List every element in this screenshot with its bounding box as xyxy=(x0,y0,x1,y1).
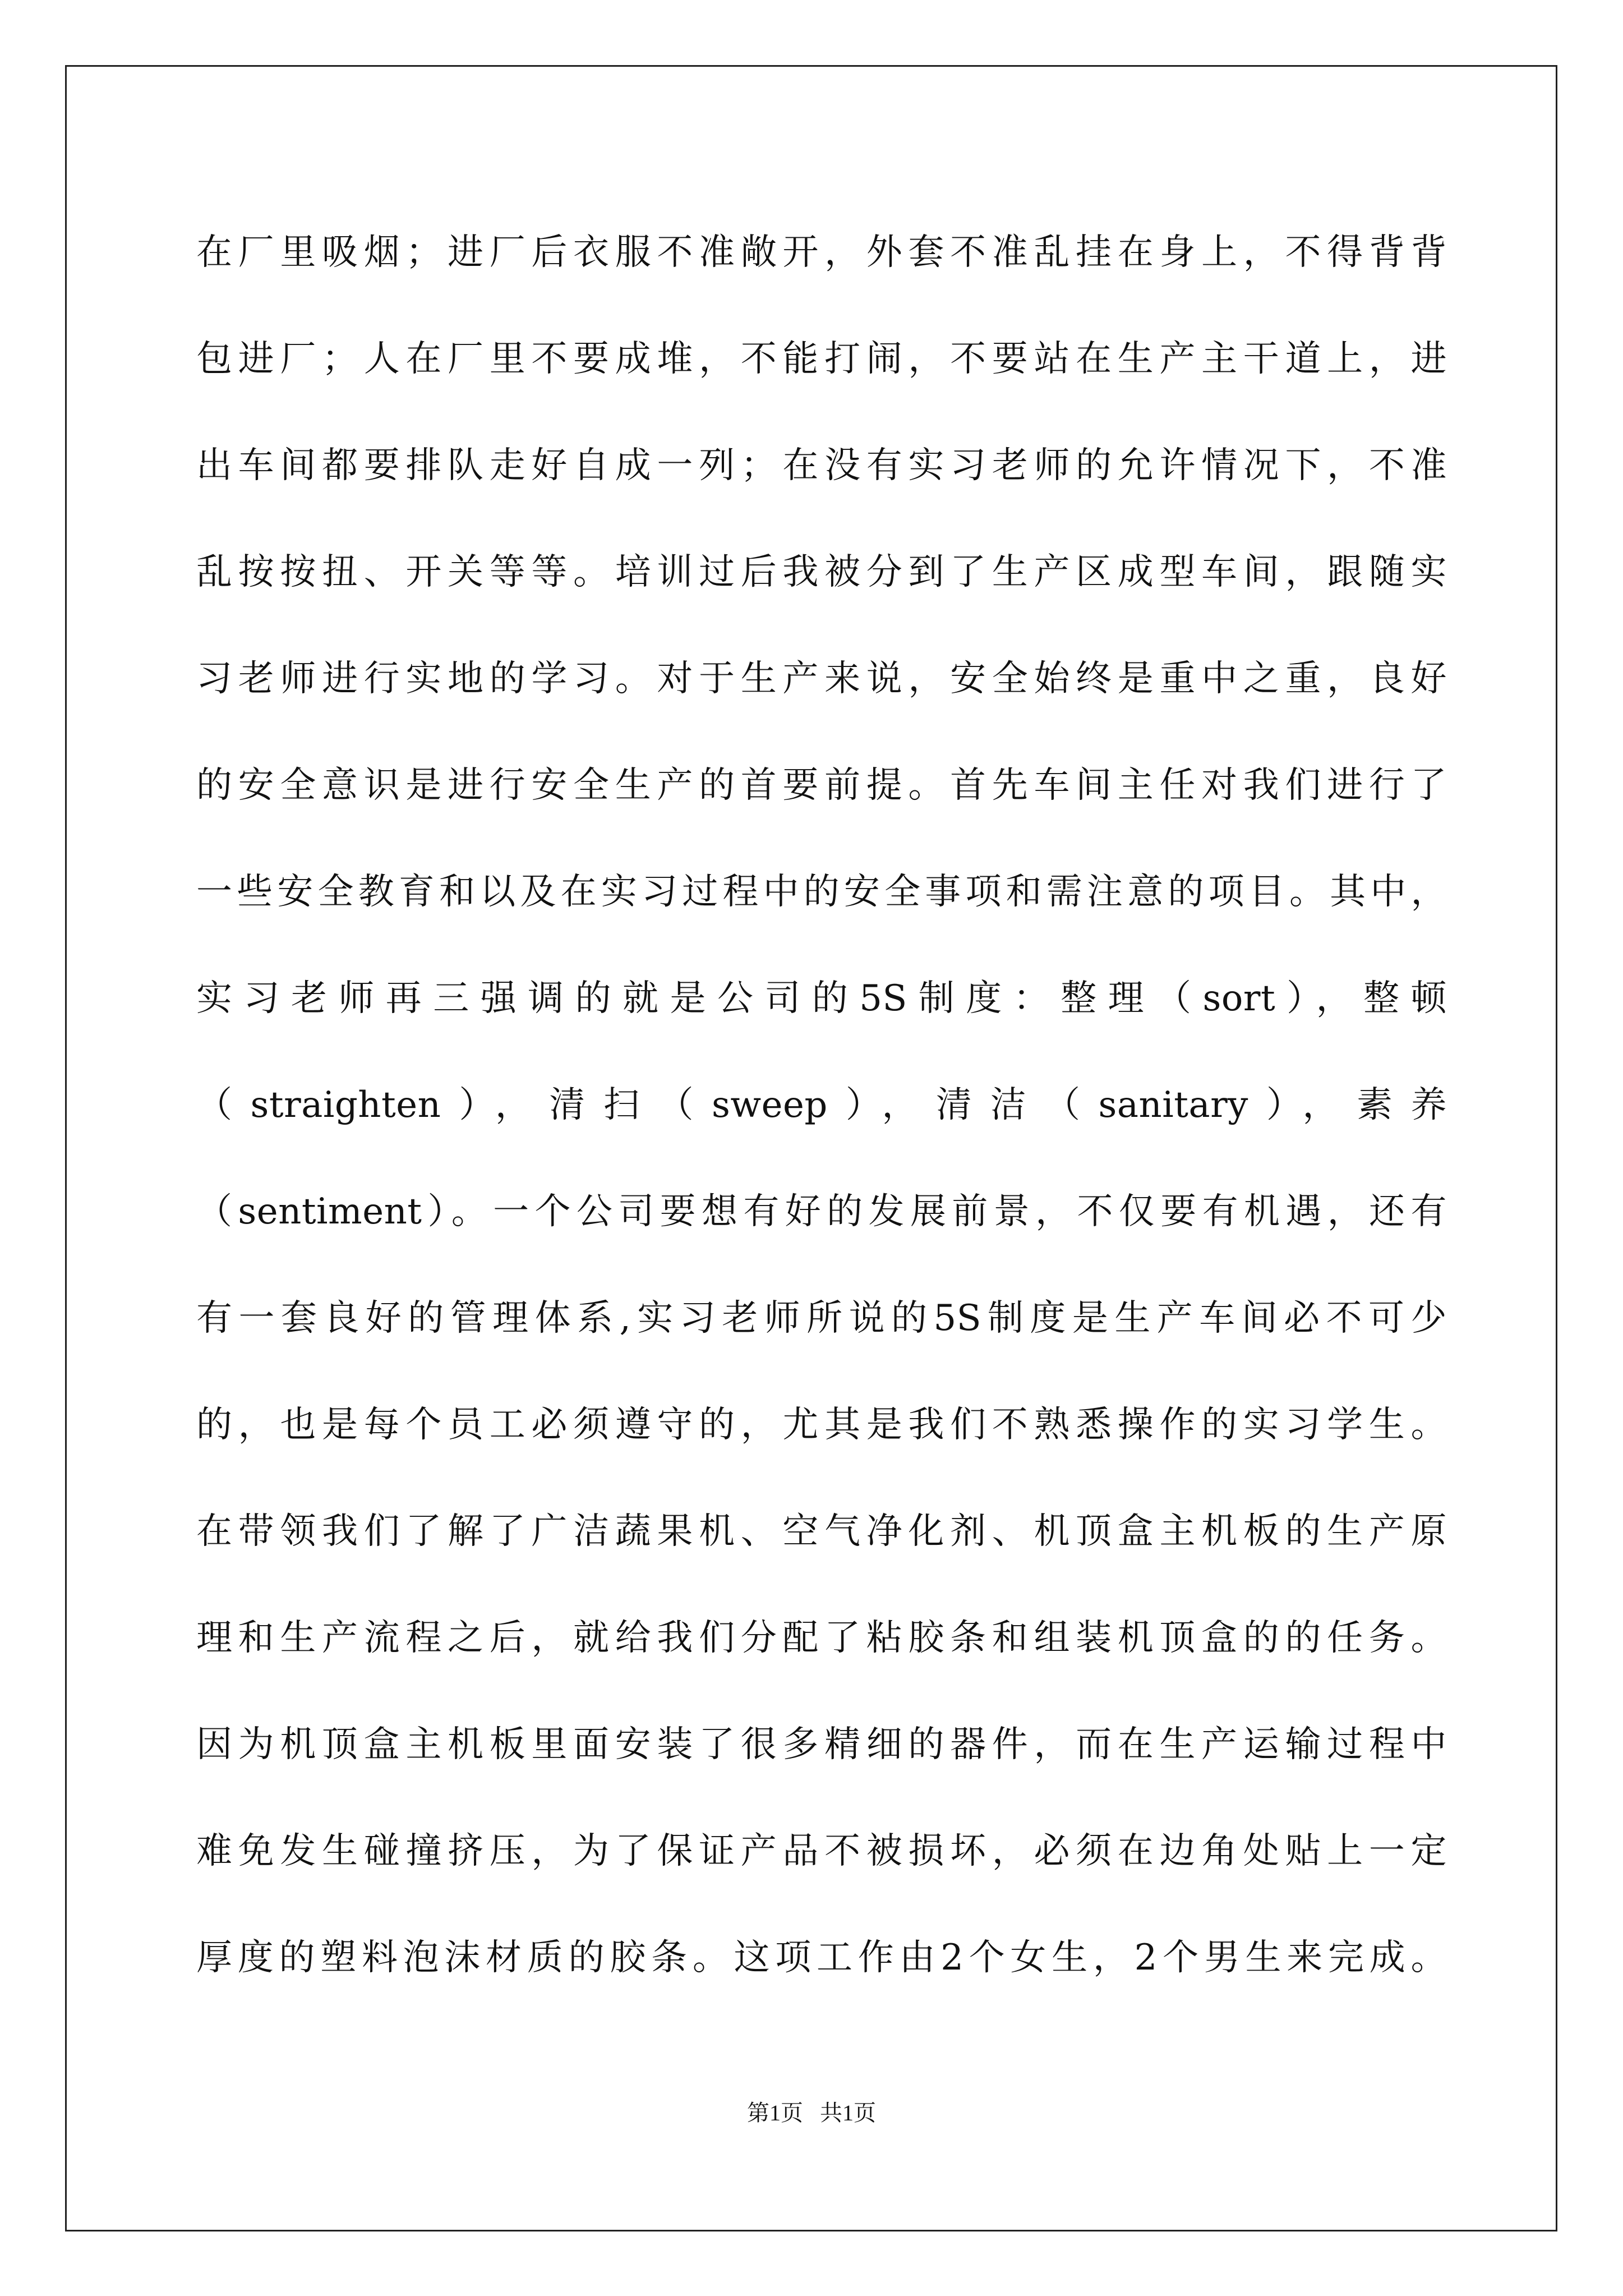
text-line: 有一套良好的管理体系,实习老师所说的5S制度是生产车间必不可少 xyxy=(196,1297,1447,1339)
text-line: 的安全意识是进行安全生产的首要前提。首先车间主任对我们进行了 xyxy=(196,765,1447,806)
text-line: 因为机顶盒主机板里面安装了很多精细的器件，而在生产运输过程中 xyxy=(196,1724,1447,1765)
text-line: 理和生产流程之后，就给我们分配了粘胶条和组装机顶盒的的任务。 xyxy=(196,1617,1447,1659)
text-line: （sentiment）。一个公司要想有好的发展前景，不仅要有机遇，还有 xyxy=(196,1191,1447,1232)
text-line: 在厂里吸烟；进厂后衣服不准敞开，外套不准乱挂在身上，不得背背 xyxy=(196,232,1447,273)
text-line: （straighten），清扫（sweep），清洁（sanitary），素养 xyxy=(196,1084,1447,1126)
text-line: 出车间都要排队走好自成一列；在没有实习老师的允许情况下，不准 xyxy=(196,445,1447,486)
text-line: 包进厂；人在厂里不要成堆，不能打闹，不要站在生产主干道上，进 xyxy=(196,338,1447,380)
text-line: 难免发生碰撞挤压，为了保证产品不被损坏，必须在边角处贴上一定 xyxy=(196,1830,1447,1872)
text-line: 的，也是每个员工必须遵守的，尤其是我们不熟悉操作的实习学生。 xyxy=(196,1404,1447,1446)
text-line: 在带领我们了解了广洁蔬果机、空气净化剂、机顶盒主机板的生产原 xyxy=(196,1511,1447,1552)
text-line: 实习老师再三强调的就是公司的5S制度：整理（sort），整顿 xyxy=(196,978,1447,1019)
text-line: 习老师进行实地的学习。对于生产来说，安全始终是重中之重，良好 xyxy=(196,658,1447,700)
page-number-footer: 第1页 共1页 xyxy=(747,2100,876,2125)
text-line: 乱按按扭、开关等等。培训过后我被分到了生产区成型车间，跟随实 xyxy=(196,551,1447,593)
text-line: 一些安全教育和以及在实习过程中的安全事项和需注意的项目。其中， xyxy=(196,871,1447,913)
text-line: 厚度的塑料泡沫材质的胶条。这项工作由2个女生，2个男生来完成。 xyxy=(196,1937,1447,1978)
